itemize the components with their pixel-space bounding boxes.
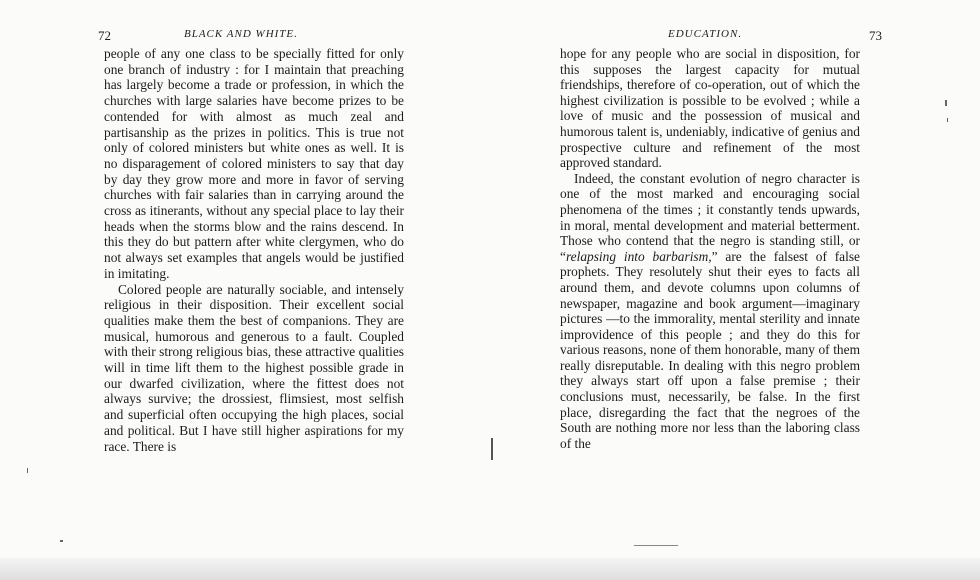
margin-speck	[947, 118, 948, 122]
left-page	[98, 28, 404, 454]
right-paragraph-2-after: ” are the falsest of false prophets. They resolutely shut their eyes to facts all around them, and devote columns upon columns of newspaper, magazine and book argument—imaginary pictures —to the immorality, mental sterility and innate improvidence of this people ; and they do this for various reasons, none of them honorable, many of them really disreputable. In dealing with this negro problem they always start off upon a false premise ; their conclusions must, necessarily, be false. In the first place, disregarding the fact that the negroes of the South are nothing more nor less than the laboring class of the	[560, 248, 860, 451]
gutter-mark	[491, 438, 493, 460]
right-body-text	[560, 46, 860, 451]
left-running-title: BLACK AND WHITE.	[184, 28, 298, 40]
left-paragraph-2: Colored people are naturally sociable, and intensely religious in their disposition. Their excellent social qualities make them the best of companions. They are musical, humorous and generous to a fault. Coupled with their strong religious bias, these attractive qualities will in time lift them to the highest possible grade in our dwarfed civilization, where the fittest does not always survive; the drossiest, flimsiest, most selfish and superficial often occupying the high places, social and political. But I have still higher aspirations for my race. There is	[104, 281, 404, 454]
right-paragraph-2	[560, 171, 860, 452]
margin-speck	[945, 100, 947, 106]
margin-speck	[634, 545, 678, 546]
right-page	[560, 28, 882, 451]
right-paragraph-2-italic: relapsing into barbarism,	[565, 248, 712, 264]
left-paragraph-1: people of any one class to be specially fitted for only one branch of industry : for I maintain that preaching has largely become a trade or profession, in which the churches with large salaries have become prizes to be contended for with almost as much zeal and partisanship as the prizes in politics. This is true not only of colored ministers but white ones as well. It is no disparagement of colored ministers to say that day by day they grow more and more in favor of serving churches with fair salaries than in carrying around the cross as itinerants, without any special place to lay their heads when the storms blow and the rains descend. In this they do but pattern after white clergymen, who do not always set examples that angels would be justified in imitating.	[104, 46, 404, 281]
right-running-head	[560, 28, 882, 46]
right-paragraph-1: hope for any people who are social in disposition, for this supposes the largest capacity for mutual friendships, therefore of co-operation, out of which the highest civilization is possible to be evolved ; while a love of music and the possession of musical and humorous talent is, undeniably, indicative of genius and prospective culture and refinement of the most approved standard.	[560, 46, 860, 171]
left-running-head	[98, 28, 404, 46]
margin-speck	[60, 540, 63, 542]
left-body-text	[104, 46, 404, 454]
right-paragraph-2-before: Indeed, the constant evolution of negro character is one of the most marked and encouraging social phenomena of the times ; it constantly tends upwards, in moral, mental development and material betterment. Those who contend that the negro is standing still, or “	[560, 170, 860, 264]
left-page-number: 72	[98, 28, 111, 43]
scan-bottom-edge	[0, 558, 980, 580]
right-running-title: EDUCATION.	[668, 28, 743, 40]
right-page-number: 73	[869, 28, 882, 43]
margin-speck	[27, 468, 28, 473]
